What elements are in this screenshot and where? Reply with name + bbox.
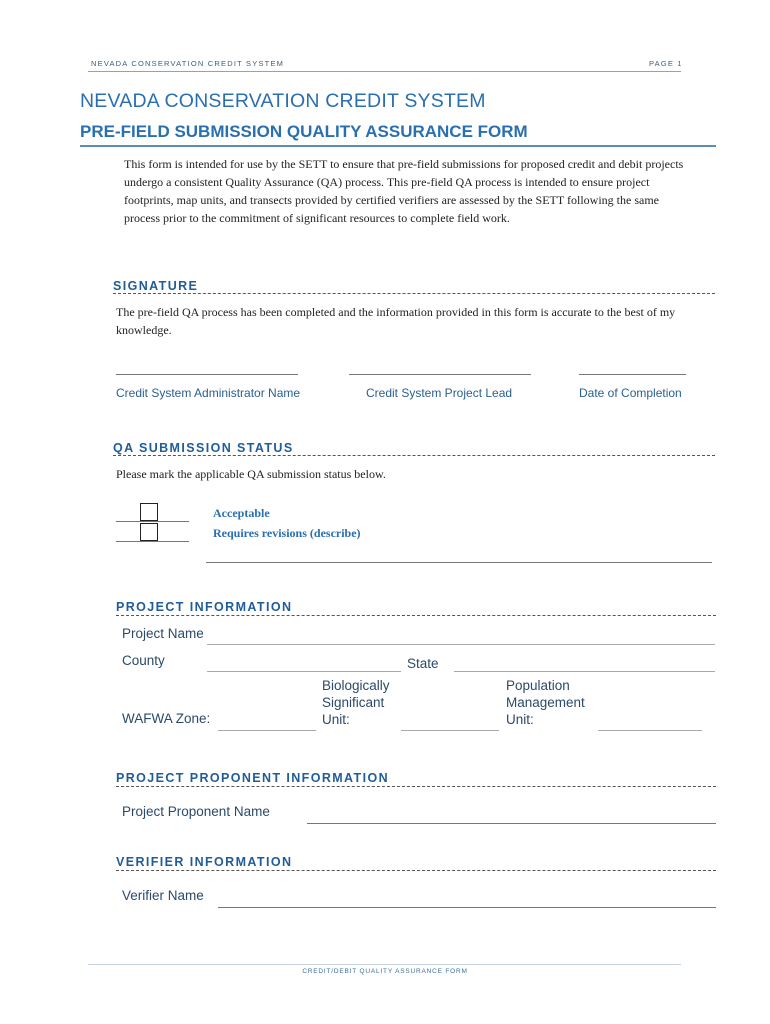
- verifier-heading-rule: [116, 870, 716, 871]
- proponent-name-label: Project Proponent Name: [122, 804, 270, 819]
- state-label: State: [407, 656, 439, 671]
- project-lead-field[interactable]: [349, 374, 531, 375]
- page-number: PAGE 1: [649, 59, 683, 68]
- project-info-heading: PROJECT INFORMATION: [116, 600, 293, 614]
- county-label: County: [122, 653, 165, 668]
- admin-name-field[interactable]: [116, 374, 298, 375]
- proponent-heading: PROJECT PROPONENT INFORMATION: [116, 771, 390, 785]
- pmu-label: Population Management Unit:: [506, 678, 585, 727]
- signature-statement: The pre-field QA process has been completed and the information provided in this form is accurate to the best of my knowledge.: [116, 305, 676, 337]
- acceptable-checkbox[interactable]: [140, 503, 158, 521]
- revisions-option-label: Requires revisions (describe): [213, 526, 361, 540]
- subtitle-rule: [80, 145, 716, 147]
- bsu-field[interactable]: [401, 730, 499, 731]
- form-subtitle: PRE-FIELD SUBMISSION QUALITY ASSURANCE FORM: [80, 122, 528, 141]
- state-field[interactable]: [454, 671, 715, 672]
- revisions-description-field[interactable]: [206, 562, 712, 563]
- admin-name-label: Credit System Administrator Name: [116, 386, 301, 400]
- intro-paragraph: This form is intended for use by the SETT to ensure that pre-field submissions for proposed credit and debit projects undergo a consistent Quality Assurance (QA) process. This pre-field QA process is intended to ensure project footprints, map units, and transects provided by certified verifiers are assessed by the SETT following the same process prior to the commitment of significant resources to complete field work.: [124, 157, 684, 225]
- header-rule: [88, 71, 681, 72]
- project-name-label: Project Name: [122, 626, 204, 641]
- qa-status-heading-rule: [113, 455, 715, 456]
- wafwa-zone-label: WAFWA Zone:: [122, 711, 211, 726]
- completion-date-field[interactable]: [579, 374, 686, 375]
- signature-heading: SIGNATURE: [113, 279, 199, 293]
- running-header-left: NEVADA CONSERVATION CREDIT SYSTEM: [91, 59, 285, 68]
- project-info-heading-rule: [116, 615, 716, 616]
- proponent-name-field[interactable]: [307, 823, 716, 824]
- revisions-checkbox[interactable]: [140, 523, 158, 541]
- project-name-field[interactable]: [207, 644, 715, 645]
- wafwa-zone-field[interactable]: [218, 730, 316, 731]
- bsu-label: Biologically Significant Unit:: [322, 678, 390, 727]
- signature-heading-rule: [113, 293, 715, 294]
- county-field[interactable]: [207, 671, 401, 672]
- acceptable-mark-line: [116, 521, 189, 522]
- page-footer: CREDIT/DEBIT QUALITY ASSURANCE FORM: [302, 968, 468, 975]
- document-title: NEVADA CONSERVATION CREDIT SYSTEM: [80, 90, 486, 112]
- qa-status-instruction: Please mark the applicable QA submission status below.: [116, 467, 386, 481]
- verifier-name-field[interactable]: [218, 907, 716, 908]
- project-lead-label: Credit System Project Lead: [366, 386, 513, 400]
- revisions-mark-line: [116, 541, 189, 542]
- verifier-name-label: Verifier Name: [122, 888, 204, 903]
- verifier-heading: VERIFIER INFORMATION: [116, 855, 293, 869]
- proponent-heading-rule: [116, 786, 716, 787]
- qa-status-heading: QA SUBMISSION STATUS: [113, 441, 294, 455]
- acceptable-option-label: Acceptable: [213, 506, 270, 520]
- completion-date-label: Date of Completion: [579, 386, 682, 400]
- pmu-field[interactable]: [598, 730, 702, 731]
- footer-rule: [88, 964, 681, 965]
